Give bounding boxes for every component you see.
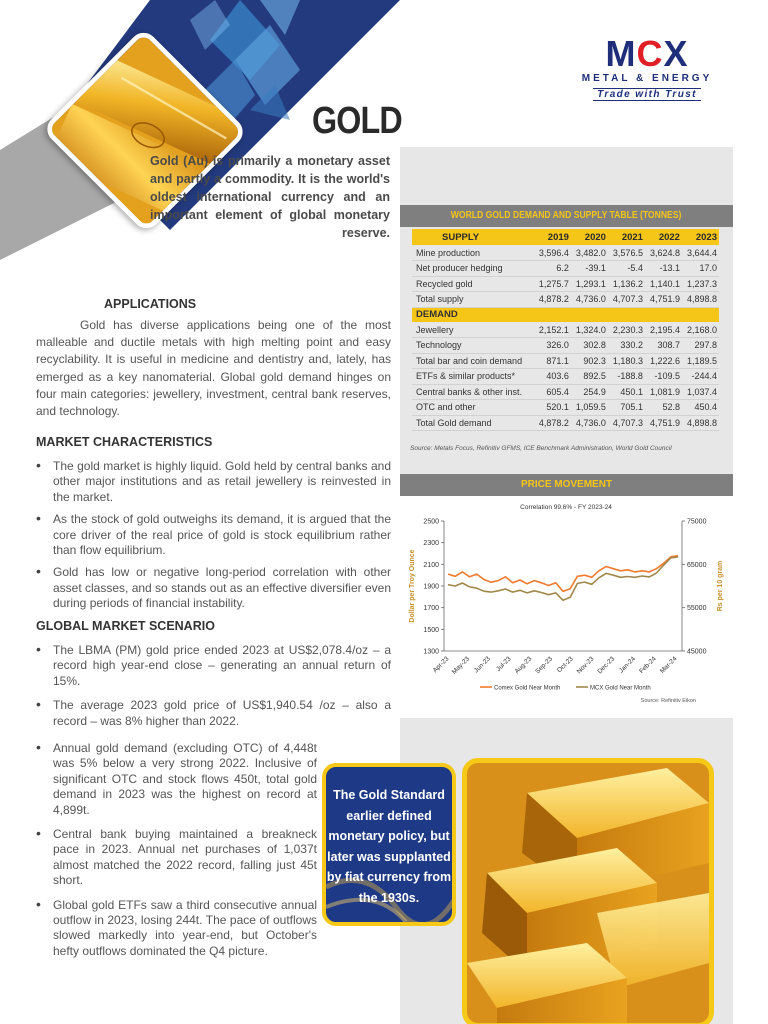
legend-label: Comex Gold Near Month (494, 685, 561, 692)
row-label: Mine production (412, 245, 534, 261)
table-cell: -13.1 (645, 261, 682, 277)
row-label: Technology (412, 338, 534, 354)
table-cell: 2,168.0 (682, 322, 719, 338)
table-row (412, 261, 719, 277)
table-cell: 902.3 (571, 353, 608, 369)
intro-text: Gold (Au) is primarily a monetary asset and partly a commodity. It is the world's oldest international currency and an important element of global monetary reserve. (150, 154, 390, 240)
y2-tick-label: 45000 (687, 648, 707, 656)
list-item: • Annual gold demand (excluding OTC) of 4,448t was 5% below a very strong 2022. Inclusive of significant OTC and stock flows 450t, total gold demand in 2023 was the highest on record at 4,899t. (36, 741, 317, 818)
table-cell: 605.4 (534, 384, 571, 400)
list-item: • Gold has low or negative long-period correlation with other asset classes, and so stands out as an effective diversifier even during periods of financial instability. (36, 565, 391, 611)
y-axis-label: Dollar per Troy Ounce (409, 549, 416, 623)
table-cell: 1,293.1 (571, 276, 608, 292)
table-cell: 6.2 (534, 261, 571, 277)
table-row (412, 322, 719, 338)
table-cell: 326.0 (534, 338, 571, 354)
table-cell: 450.1 (608, 384, 645, 400)
gold-demand-supply-table (412, 229, 719, 431)
row-label: OTC and other (412, 400, 534, 416)
quote-text: The Gold Standard earlier defined monetary policy, but later was supplanted by fiat currency from the 1930s. (326, 788, 452, 905)
row-label: Total Gold demand (412, 415, 534, 431)
table-cell: -5.4 (608, 261, 645, 277)
series-line (448, 556, 678, 592)
list-item: • The LBMA (PM) gold price ended 2023 at US$2,078.4/oz – a record high year-end close – generating an annual return of 15%. (36, 643, 391, 689)
table-cell: 254.9 (571, 384, 608, 400)
x-tick-label: Jun-23 (472, 655, 492, 675)
gold-bullion-photo (462, 758, 714, 1024)
table-cell: -244.4 (682, 369, 719, 385)
table-row (412, 369, 719, 385)
table-cell: 4,751.9 (645, 292, 682, 308)
x-tick-label: Aug-23 (513, 655, 534, 676)
table-cell: 3,624.8 (645, 245, 682, 261)
table-cell: 4,898.8 (682, 292, 719, 308)
table-cell: 1,222.6 (645, 353, 682, 369)
table-cell: 403.6 (534, 369, 571, 385)
list-item: • As the stock of gold outweighs its demand, it is argued that the core driver of the real price of gold is stock equilibrium rather than flow equilibrium. (36, 512, 391, 558)
table-cell: 52.8 (645, 400, 682, 416)
table-row (412, 338, 719, 354)
market-characteristics-heading: MARKET CHARACTERISTICS (36, 435, 213, 449)
table-cell: -188.8 (608, 369, 645, 385)
table-cell: 2,152.1 (534, 322, 571, 338)
row-label: Recycled gold (412, 276, 534, 292)
price-chart-panel (400, 496, 733, 718)
table-cell: -109.5 (645, 369, 682, 385)
year-header: 2020 (571, 229, 608, 245)
table-cell: 3,576.5 (608, 245, 645, 261)
year-header: 2023 (682, 229, 719, 245)
table-cell: 4,736.0 (571, 415, 608, 431)
x-tick-label: Jul-23 (495, 655, 513, 673)
table-cell: 1,081.9 (645, 384, 682, 400)
table-source: Source: Metals Focus, Refinitiv GFMS, ICE Benchmark Administration, World Gold Council (410, 445, 672, 452)
y-tick-label: 2500 (423, 518, 439, 526)
y-tick-label: 1500 (423, 626, 439, 634)
table-row (412, 415, 719, 431)
y-tick-label: 1300 (423, 648, 439, 656)
row-label: Net producer hedging (412, 261, 534, 277)
y2-axis-label: Rs per 10 gram (717, 560, 724, 612)
year-header: 2021 (608, 229, 645, 245)
table-cell: 1,324.0 (571, 322, 608, 338)
table-cell: 4,707.3 (608, 292, 645, 308)
x-tick-label: Oct-23 (556, 655, 575, 675)
year-header: 2019 (534, 229, 571, 245)
y-tick-label: 2100 (423, 561, 439, 569)
y2-tick-label: 55000 (687, 605, 707, 613)
legend-label: MCX Gold Near Month (590, 685, 651, 692)
table-cell: 1,037.4 (682, 384, 719, 400)
list-item: • The gold market is highly liquid. Gold held by central banks and other major institutions and as retail jewellery is reinvested in the market. (36, 459, 391, 505)
page-title: GOLD (312, 100, 402, 142)
table-cell: 4,878.2 (534, 415, 571, 431)
quote-card (322, 763, 456, 926)
table-cell: 3,596.4 (534, 245, 571, 261)
x-tick-label: Jan-24 (617, 655, 637, 675)
table-cell: 330.2 (608, 338, 645, 354)
row-label: Total bar and coin demand (412, 353, 534, 369)
table-cell: 302.8 (571, 338, 608, 354)
table-row (412, 353, 719, 369)
table-cell: -39.1 (571, 261, 608, 277)
table-cell: 308.7 (645, 338, 682, 354)
table-cell: 1,180.3 (608, 353, 645, 369)
mcx-logo (572, 33, 722, 102)
x-tick-label: Sep-23 (534, 655, 555, 676)
y-tick-label: 1700 (423, 605, 439, 613)
table-title: WORLD GOLD DEMAND AND SUPPLY TABLE (TONNES) (400, 205, 733, 227)
table-cell: 1,189.5 (682, 353, 719, 369)
table-cell: 17.0 (682, 261, 719, 277)
row-label: ETFs & similar products* (412, 369, 534, 385)
y-tick-label: 2300 (423, 540, 439, 548)
list-item: • Global gold ETFs saw a third consecutive annual outflow in 2023, losing 244t. The pace of outflows slowed markedly into year-end, but October's hefty outflows dominated the Q4 picture. (36, 898, 317, 960)
logo-tagline-trade: Trade with Trust (593, 88, 701, 101)
list-item: • Central bank buying maintained a breakneck pace in 2023. Annual net purchases of 1,037t almost matched the 2022 record, falling just 45t short. (36, 827, 317, 889)
table-cell: 1,275.7 (534, 276, 571, 292)
table-cell: 3,482.0 (571, 245, 608, 261)
x-tick-label: Nov-23 (575, 655, 596, 676)
table-cell: 1,237.3 (682, 276, 719, 292)
table-row (412, 276, 719, 292)
table-cell: 520.1 (534, 400, 571, 416)
table-cell: 1,140.1 (645, 276, 682, 292)
x-tick-label: Apr-23 (431, 655, 451, 675)
table-cell: 4,707.3 (608, 415, 645, 431)
supply-header: SUPPLY (412, 229, 534, 245)
x-tick-label: Dec-23 (596, 655, 617, 676)
table-row (412, 292, 719, 308)
table-cell: 892.5 (571, 369, 608, 385)
price-movement-title: PRICE MOVEMENT (400, 474, 733, 496)
global-market-list-wide (36, 643, 391, 736)
y2-tick-label: 65000 (687, 561, 707, 569)
applications-text: Gold has diverse applications being one of the most malleable and ductile metals with high melting point and easy recyclability. It is useful in medicine and dentistry and, lately, has emerged as a key nanomaterial. Global gold demand hinges on four main categories: jewellery, investment, central bank reserves, and technology. (36, 318, 391, 419)
table-cell: 1,059.5 (571, 400, 608, 416)
table-cell: 297.8 (682, 338, 719, 354)
table-cell: 3,644.4 (682, 245, 719, 261)
table-cell: 871.1 (534, 353, 571, 369)
table-cell: 4,898.8 (682, 415, 719, 431)
x-tick-label: Mar-24 (658, 655, 679, 675)
chart-title: Correlation 99.6% - FY 2023-24 (520, 504, 612, 511)
row-label: Central banks & other inst. (412, 384, 534, 400)
table-cell: 4,878.2 (534, 292, 571, 308)
row-label: Jewellery (412, 322, 534, 338)
table-cell: 450.4 (682, 400, 719, 416)
table-cell: 1,136.2 (608, 276, 645, 292)
table-cell: 2,230.3 (608, 322, 645, 338)
table-cell: 705.1 (608, 400, 645, 416)
year-header: 2022 (645, 229, 682, 245)
applications-heading: APPLICATIONS (104, 297, 197, 311)
global-market-list-narrow (36, 741, 317, 966)
global-market-heading: GLOBAL MARKET SCENARIO (36, 619, 215, 633)
market-characteristics-list (36, 459, 391, 619)
table-cell: 2,195.4 (645, 322, 682, 338)
table-row (412, 400, 719, 416)
chart-source: Source: Refinitiv Eikon (640, 698, 696, 704)
table-cell: 4,736.0 (571, 292, 608, 308)
demand-header-row (412, 307, 719, 322)
table-cell: 4,751.9 (645, 415, 682, 431)
logo-tagline-metal-energy: METAL & ENERGY (581, 73, 713, 84)
y2-tick-label: 75000 (687, 518, 707, 526)
price-movement-chart (400, 496, 733, 718)
y-tick-label: 1900 (423, 583, 439, 591)
list-item: • The average 2023 gold price of US$1,940.54 /oz – also a record – was 8% higher than 2022. (36, 698, 391, 729)
row-label: Total supply (412, 292, 534, 308)
table-row (412, 384, 719, 400)
demand-header: DEMAND (412, 307, 719, 322)
x-tick-label: May-23 (450, 655, 472, 676)
mcx-logo-text: MCX (605, 33, 689, 74)
table-header-row (412, 229, 719, 245)
table-row (412, 245, 719, 261)
x-tick-label: Feb-24 (638, 655, 658, 675)
